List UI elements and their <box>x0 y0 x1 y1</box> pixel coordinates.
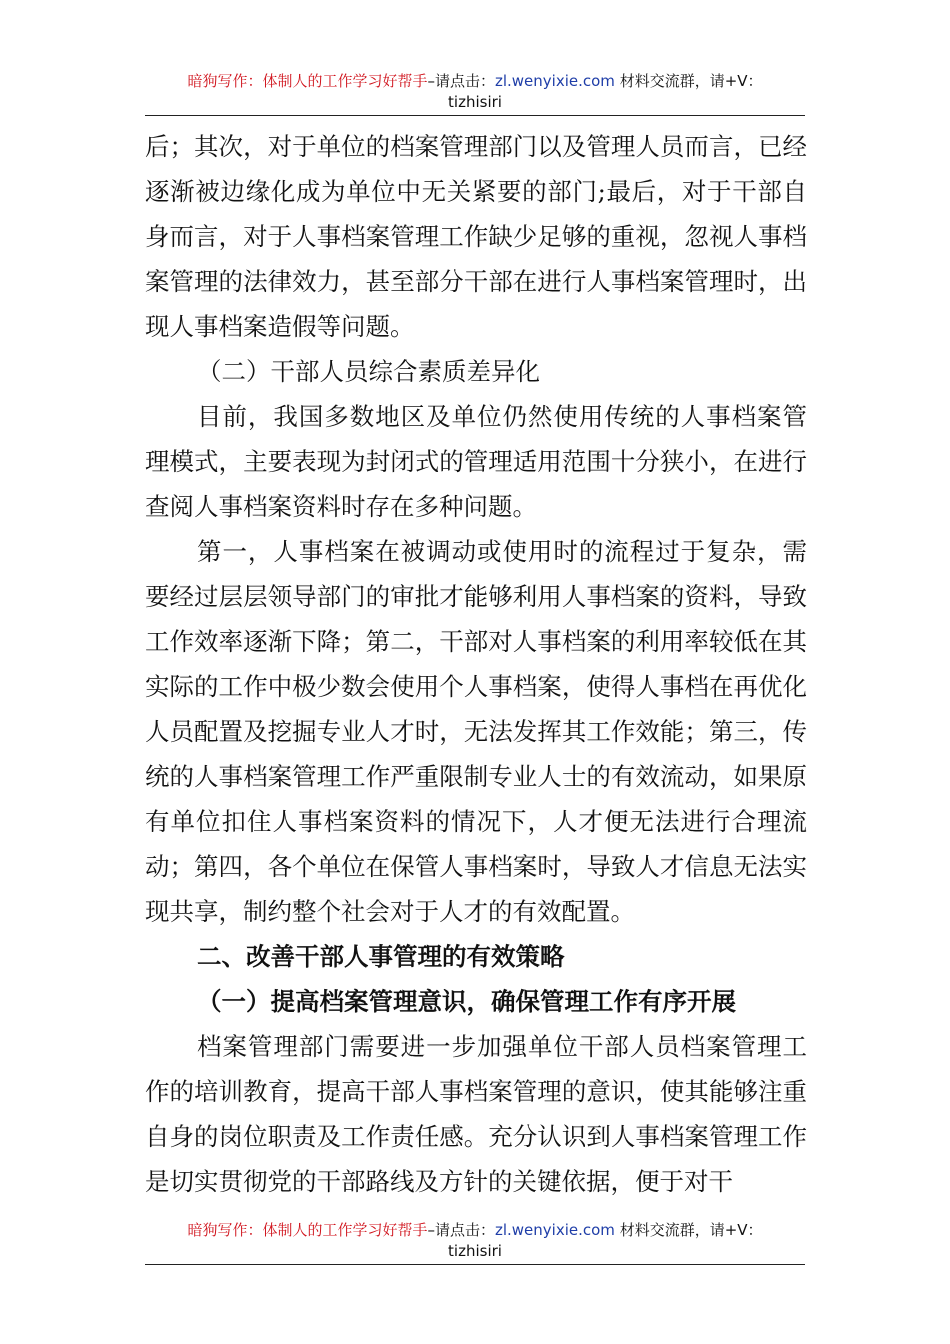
document-body <box>145 124 807 1204</box>
header-brand: 暗狗写作：体制人的工作学习好帮手 <box>187 72 428 90</box>
paragraph-2: 目前，我国多数地区及单位仍然使用传统的人事档案管理模式，主要表现为封闭式的管理适用范围十分狭小，在进行查阅人事档案资料时存在多种问题。 <box>145 402 807 521</box>
header-group-text: 材料交流群，请+V： <box>619 72 763 90</box>
subheading-1: （一）提高档案管理意识，确保管理工作有序开展 <box>197 987 736 1016</box>
footer-link[interactable]: zl.wenyixie.com <box>494 1221 615 1239</box>
footer-divider <box>145 1264 805 1265</box>
header-divider <box>145 115 805 116</box>
header-prompt: –请点击： <box>427 72 495 90</box>
header-wechat-id: tizhisiri <box>448 93 502 111</box>
section-heading: 二、改善干部人事管理的有效策略 <box>197 942 565 971</box>
paragraph-4: 档案管理部门需要进一步加强单位干部人员档案管理工作的培训教育，提高干部人事档案管理的意识，使其能够注重自身的岗位职责及工作责任感。充分认识到人事档案管理工作是切实贯彻党的干部路线及方针的关键依据，便于对干 <box>145 1032 807 1196</box>
paragraph-1: 后；其次，对于单位的档案管理部门以及管理人员而言，已经逐渐被边缘化成为单位中无关紧要的部门;最后，对于干部自身而言，对于人事档案管理工作缺少足够的重视，忽视人事档案管理的法律效力，甚至部分干部在进行人事档案管理时，出现人事档案造假等问题。 <box>145 132 807 341</box>
footer-brand: 暗狗写作：体制人的工作学习好帮手 <box>187 1221 428 1239</box>
footer-prompt: –请点击： <box>427 1221 495 1239</box>
footer-group-text: 材料交流群，请+V： <box>619 1221 763 1239</box>
page-footer <box>145 1220 805 1262</box>
paragraph-3: 第一，人事档案在被调动或使用时的流程过于复杂，需要经过层层领导部门的审批才能够利用人事档案的资料，导致工作效率逐渐下降；第二，干部对人事档案的利用率较低在其实际的工作中极少数会使用个人事档案，使得人事档在再优化人员配置及挖掘专业人才时，无法发挥其工作效能；第三，传统的人事档案管理工作严重限制专业人士的有效流动，如果原有单位扣住人事档案资料的情况下，人才便无法进行合理流动；第四，各个单位在保管人事档案时，导致人才信息无法实现共享，制约整个社会对于人才的有效配置。 <box>145 537 807 926</box>
footer-wechat-id: tizhisiri <box>448 1242 502 1260</box>
page-header <box>145 71 805 113</box>
subheading-2: （二）干部人员综合素质差异化 <box>197 357 540 386</box>
header-link[interactable]: zl.wenyixie.com <box>494 72 615 90</box>
